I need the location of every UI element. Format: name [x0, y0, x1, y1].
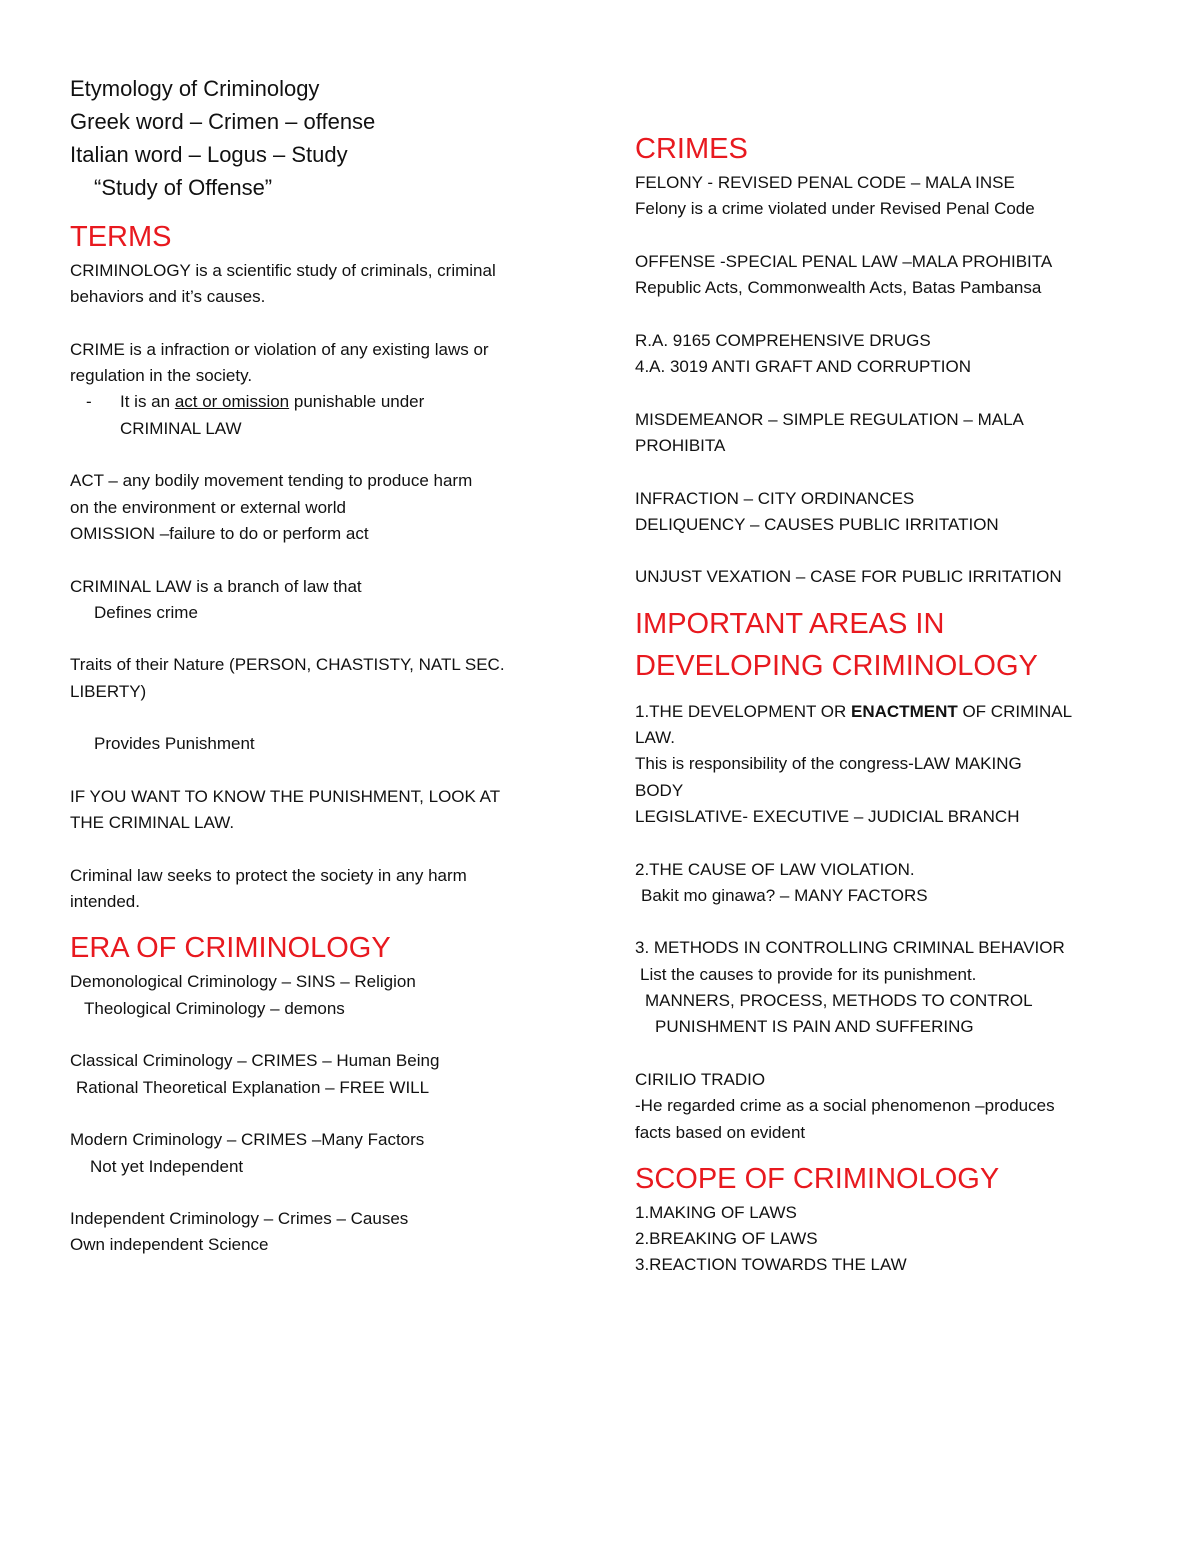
etymology-italian: Italian word – Logus – Study: [70, 142, 348, 167]
area-3-line-3: MANNERS, PROCESS, METHODS TO CONTROL: [645, 991, 1033, 1011]
area-1-line-5: LEGISLATIVE- EXECUTIVE – JUDICIAL BRANCH: [635, 806, 1020, 826]
term-criminal-law-line-1: CRIMINAL LAW is a branch of law that: [70, 576, 362, 596]
bullet-dash: -: [86, 392, 92, 412]
cirilio-line-1: CIRILIO TRADIO: [635, 1069, 766, 1089]
provides-punishment: Provides Punishment: [94, 734, 255, 754]
term-criminal-law-line-2: Defines crime: [94, 602, 198, 622]
bold-enactment: ENACTMENT: [851, 701, 958, 721]
crimes-misdemeanor-line-1: MISDEMEANOR – SIMPLE REGULATION – MALA: [635, 409, 1024, 429]
etymology-title: Etymology of Criminology: [70, 76, 320, 101]
left-column: [70, 72, 570, 1259]
term-crime-line-2: regulation in the society.: [70, 366, 253, 386]
scope-heading: SCOPE OF CRIMINOLOGY: [635, 1162, 1000, 1195]
scope-item-2: 2.BREAKING OF LAWS: [635, 1229, 818, 1249]
if-you-want-line-2: THE CRIMINAL LAW.: [70, 813, 235, 833]
crimes-ra-9165: R.A. 9165 COMPREHENSIVE DRUGS: [635, 330, 931, 350]
etymology-meaning: “Study of Offense”: [94, 175, 273, 200]
term-act-line-2: on the environment or external world: [70, 497, 346, 517]
area-3-line-4: PUNISHMENT IS PAIN AND SUFFERING: [655, 1017, 974, 1037]
crimes-deliquency: DELIQUENCY – CAUSES PUBLIC IRRITATION: [635, 514, 999, 534]
term-crime-bullet: - It is an act or omission punishable under: [70, 389, 570, 415]
term-criminology-line-1: CRIMINOLOGY is a scientific study of criminals, criminal: [70, 261, 496, 280]
era-independent: Independent Criminology – Crimes – Causes: [70, 1209, 409, 1229]
scope-item-1: 1.MAKING OF LAWS: [635, 1202, 797, 1222]
era-classical: Classical Criminology – CRIMES – Human Being: [70, 1051, 440, 1071]
protect-line-1: Criminal law seeks to protect the society in any harm: [70, 865, 467, 885]
era-not-independent: Not yet Independent: [90, 1156, 244, 1176]
right-column: [635, 128, 1135, 1279]
term-act-line-1: ACT – any bodily movement tending to produce harm: [70, 471, 473, 491]
crimes-ra-3019: 4.A. 3019 ANTI GRAFT AND CORRUPTION: [635, 357, 971, 377]
era-theological: Theological Criminology – demons: [84, 998, 345, 1018]
area-3-line-1: 3. METHODS IN CONTROLLING CRIMINAL BEHAVIOR: [635, 938, 1065, 958]
era-demonological: Demonological Criminology – SINS – Religion: [70, 972, 416, 992]
crimes-misdemeanor-line-2: PROHIBITA: [635, 435, 726, 455]
term-omission: OMISSION –failure to do or perform act: [70, 523, 369, 543]
crimes-offense-line-2: Republic Acts, Commonwealth Acts, Batas Pambansa: [635, 278, 1042, 298]
era-rational: Rational Theoretical Explanation – FREE WILL: [76, 1077, 430, 1097]
area-1-line-3: This is responsibility of the congress-LAW MAKING: [635, 754, 1022, 774]
crimes-heading: CRIMES: [635, 133, 748, 165]
era-own-science: Own independent Science: [70, 1235, 269, 1255]
protect-line-2: intended.: [70, 892, 140, 912]
terms-heading: TERMS: [70, 221, 172, 253]
crimes-felony-line-2: Felony is a crime violated under Revised Penal Code: [635, 199, 1035, 219]
scope-item-3: 3.REACTION TOWARDS THE LAW: [635, 1255, 907, 1275]
area-2-line-1: 2.THE CAUSE OF LAW VIOLATION.: [635, 859, 915, 879]
areas-heading-line-2: DEVELOPING CRIMINOLOGY: [635, 649, 1038, 682]
cirilio-line-2: -He regarded crime as a social phenomenon –produces: [635, 1096, 1055, 1116]
term-crime-line-1: CRIME is a infraction or violation of any existing laws or: [70, 339, 489, 359]
area-2-line-2: Bakit mo ginawa? – MANY FACTORS: [641, 885, 928, 905]
area-1-line-4: BODY: [635, 780, 684, 800]
term-crime-bullet-line-2: CRIMINAL LAW: [120, 418, 242, 438]
etymology-greek: Greek word – Crimen – offense: [70, 109, 376, 134]
cirilio-line-3: facts based on evident: [635, 1122, 806, 1142]
era-heading: ERA OF CRIMINOLOGY: [70, 932, 391, 965]
area-1-line-1: 1.THE DEVELOPMENT OR ENACTMENT OF CRIMINAL: [635, 701, 1073, 721]
if-you-want-line-1: IF YOU WANT TO KNOW THE PUNISHMENT, LOOK AT: [70, 786, 501, 806]
areas-heading-line-1: IMPORTANT AREAS IN: [635, 607, 945, 640]
traits-line-1: Traits of their Nature (PERSON, CHASTISTY, NATL SEC.: [70, 655, 505, 675]
crimes-unjust-vexation: UNJUST VEXATION – CASE FOR PUBLIC IRRITATION: [635, 567, 1062, 587]
crimes-felony-line-1: FELONY - REVISED PENAL CODE – MALA INSE: [635, 173, 1015, 192]
term-criminology-line-2: behaviors and it’s causes.: [70, 287, 266, 307]
area-1-line-2: LAW.: [635, 728, 675, 748]
traits-line-2: LIBERTY): [70, 681, 147, 701]
crimes-offense-line-1: OFFENSE -SPECIAL PENAL LAW –MALA PROHIBITA: [635, 251, 1053, 271]
era-modern: Modern Criminology – CRIMES –Many Factors: [70, 1130, 425, 1150]
area-3-line-2: List the causes to provide for its punishment.: [640, 964, 977, 984]
underlined-phrase: act or omission: [174, 392, 290, 412]
crimes-infraction: INFRACTION – CITY ORDINANCES: [635, 488, 915, 508]
